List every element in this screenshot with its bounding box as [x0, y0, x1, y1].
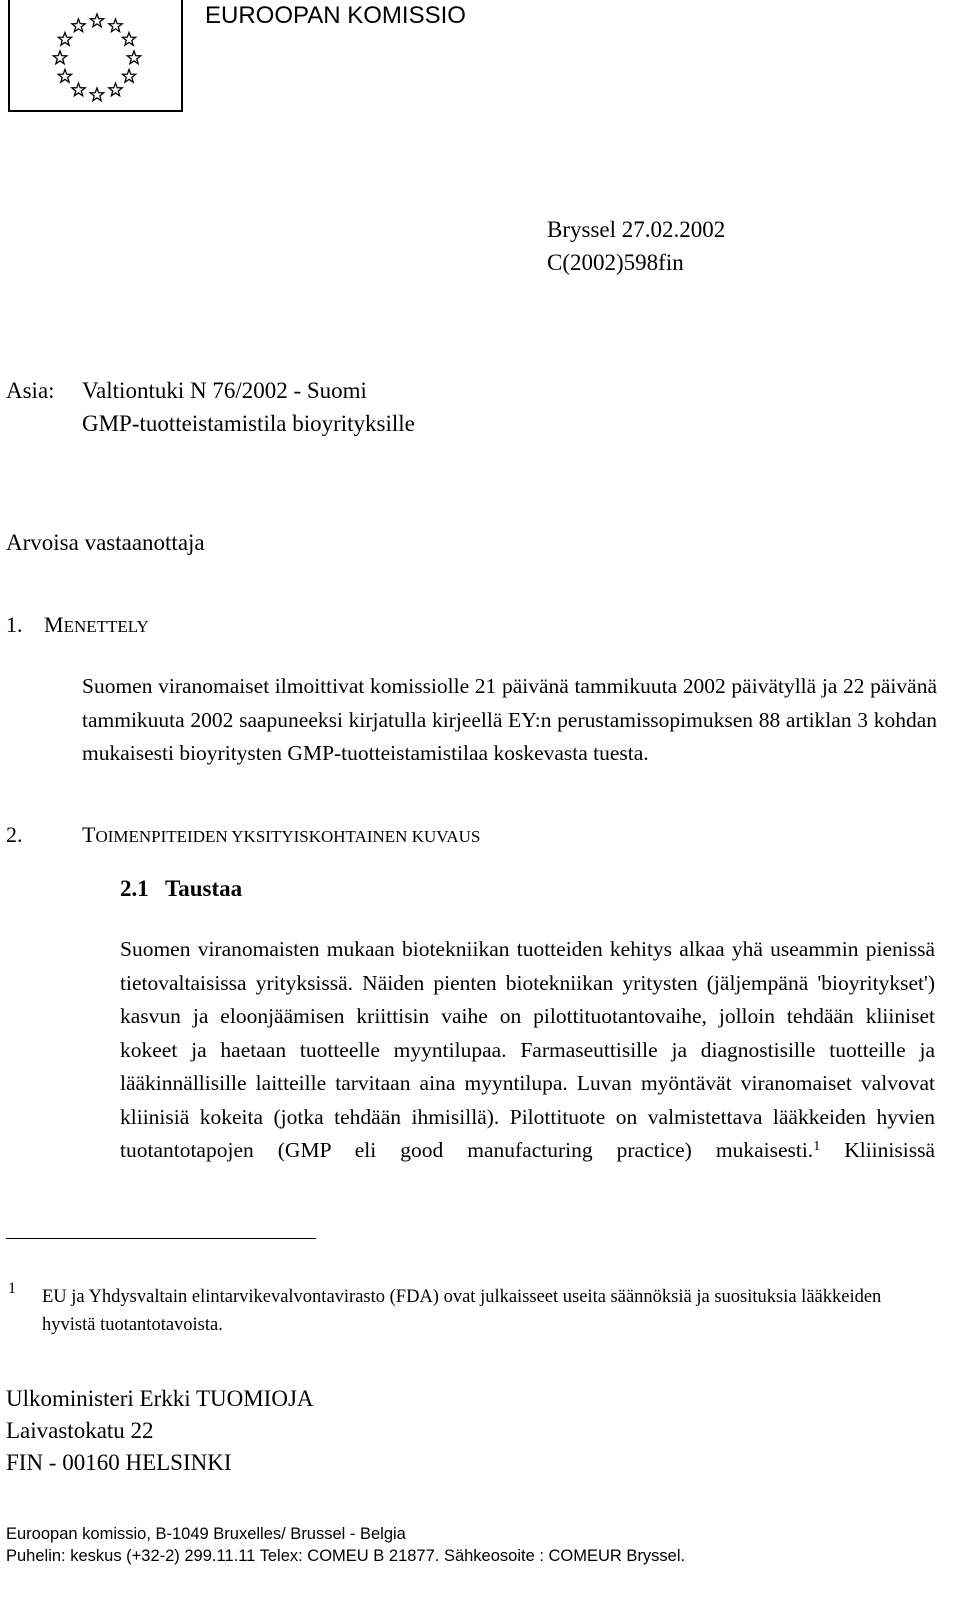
- eu-flag-stars-icon: [10, 0, 185, 112]
- eu-star-icon: [109, 19, 122, 32]
- subsection-2-1-heading: [120, 876, 242, 902]
- eu-star-icon: [122, 33, 135, 46]
- section-1-title-rest: ENETTELY: [63, 617, 149, 636]
- section-1-heading: [6, 612, 149, 638]
- section-1-paragraph: Suomen viranomaiset ilmoittivat komissiolle 21 päivänä tammikuuta 2002 päivätyllä ja 22 päivänä tammikuuta 2002 saapuneeksi kirjatulla kirjeellä EY:n perustamissopimuksen 88 artiklan 3 kohdan mukaisesti bioyritysten GMP-tuotteistamistilaa koskevasta tuesta.: [82, 674, 937, 765]
- subject-label: Asia:: [6, 378, 55, 403]
- section-2-heading: [6, 822, 480, 848]
- subsection-2-1-title: Taustaa: [165, 876, 243, 901]
- section-2-1-paragraph: [120, 933, 935, 1168]
- eu-star-icon: [90, 88, 103, 101]
- subsection-2-1-number: 2.1: [120, 876, 149, 901]
- eu-star-icon: [90, 14, 103, 27]
- organization-name: EUROOPAN KOMISSIO: [205, 2, 466, 29]
- subject-line-2: GMP-tuotteistamistila bioyrityksille: [82, 411, 415, 436]
- footnote-separator: [6, 1238, 316, 1239]
- footnote-number: 1: [8, 1280, 16, 1297]
- section-2-1-paragraph-continuation: Kliinisissä: [844, 1138, 935, 1162]
- eu-logo-frame: [8, 0, 183, 112]
- eu-star-icon: [72, 19, 85, 32]
- section-2-title-initial: T: [82, 822, 96, 847]
- eu-star-icon: [58, 70, 71, 83]
- section-1-number: 1.: [6, 612, 23, 637]
- section-2-title-rest: OIMENPITEIDEN YKSITYISKOHTAINEN KUVAUS: [95, 827, 481, 846]
- subject-line-1: Valtiontuki N 76/2002 - Suomi: [82, 378, 367, 403]
- eu-star-icon: [109, 83, 122, 96]
- footer-address: Euroopan komissio, B-1049 Bruxelles/ Brussel - Belgia: [6, 1525, 406, 1543]
- place-date: Bryssel 27.02.2002: [547, 217, 726, 242]
- recipient-city: FIN - 00160 HELSINKI: [6, 1450, 232, 1475]
- section-2-1-paragraph-text: Suomen viranomaisten mukaan biotekniikan tuotteiden kehitys alkaa yhä useammin pienissä tietovaltaisissa yrityksissä. Näiden pienten biotekniikan yritysten (jäljempänä 'bioyritykset') kasvun ja eloonjäämisen kriittisin vaihe on pilottituotantovaihe, jolloin tehdään kliiniset kokeet ja haetaan tuotteelle myyntilupaa. Farmaseuttisille ja diagnostisille tuotteille ja lääkinnällisille laitteille tarvitaan aina myyntilupa. Luvan myöntävät viranomaiset valvovat kliinisiä kokeita (jotka tehdään ihmisillä). Pilottituote on valmistettava lääkkeiden hyvien tuotantotapojen (GMP eli good manufacturing practice) mukaisesti.: [120, 937, 935, 1162]
- eu-star-icon: [58, 33, 71, 46]
- section-1-title-initial: M: [44, 612, 64, 637]
- recipient-street: Laivastokatu 22: [6, 1418, 154, 1443]
- eu-star-icon: [127, 51, 140, 64]
- document-reference: C(2002)598fin: [547, 250, 684, 275]
- recipient-name: Ulkoministeri Erkki TUOMIOJA: [6, 1386, 314, 1411]
- section-2-number: 2.: [6, 822, 23, 847]
- eu-star-icon: [53, 51, 66, 64]
- eu-star-icon: [122, 70, 135, 83]
- footnote-text: EU ja Yhdysvaltain elintarvikevalvontavirasto (FDA) ovat julkaisseet useita säännöksiä ja suosituksia lääkkeiden hyvistä tuotantotavoista.: [42, 1287, 882, 1335]
- salutation: Arvoisa vastaanottaja: [6, 530, 205, 555]
- eu-star-icon: [72, 83, 85, 96]
- footnote-reference[interactable]: 1: [813, 1139, 821, 1154]
- footer-contact: Puhelin: keskus (+32-2) 299.11.11 Telex: COMEU B 21877. Sähkeosoite : COMEUR Bryssel.: [6, 1547, 686, 1565]
